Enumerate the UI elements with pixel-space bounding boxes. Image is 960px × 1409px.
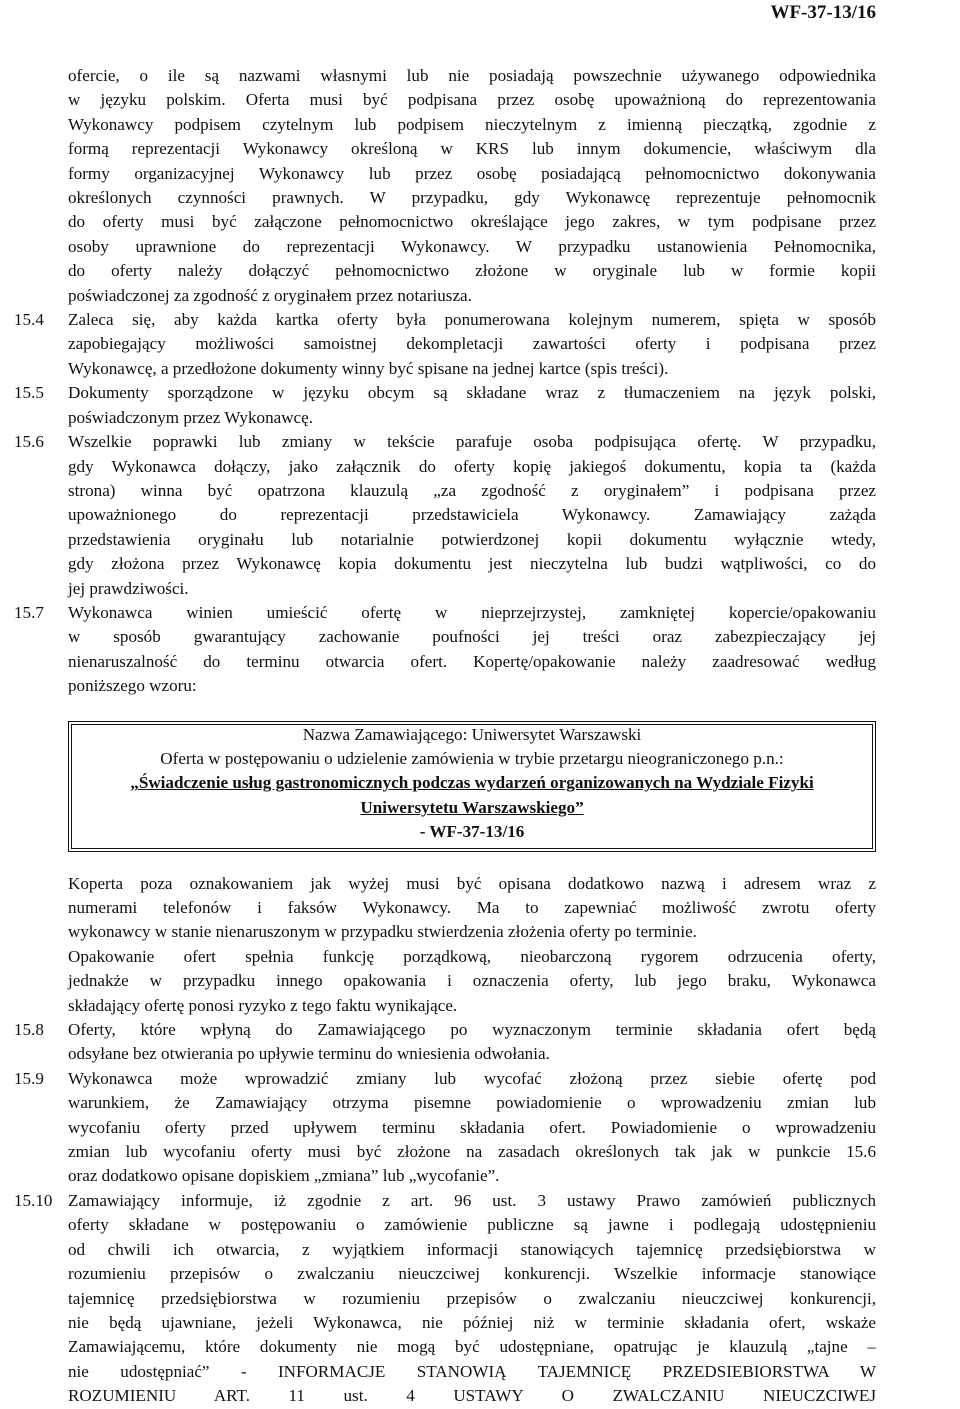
text-line: Zamawiający informuje, iż zgodnie z art. 96 ust. 3 ustawy Prawo zamówień publicznych xyxy=(68,1190,876,1210)
text-line: gdy Wykonawca dołączy, jako załącznik do oferty kopię jakiegoś dokumentu, kopia ta (każda xyxy=(68,456,876,476)
text-line: Wykonawcę, a przedłożone dokumenty winny być spisane na jednej kartce (spis treści). xyxy=(68,358,669,378)
envelope-label-box xyxy=(68,721,876,852)
section-15-5 xyxy=(14,381,876,430)
text-line: Oferty, które wpłyną do Zamawiającego po wyznaczonym terminie składania ofert będą xyxy=(68,1020,876,1040)
text-line: ofercie, o ile są nazwami własnymi lub nie posiadają powszechnie używanego odpowiednika xyxy=(68,66,876,85)
section-number: 15.7 xyxy=(14,602,44,622)
document-code-header: WF-37-13/16 xyxy=(770,2,876,23)
section-number: 15.9 xyxy=(14,1068,44,1088)
text-line: oraz dodatkowo opisane dopiskiem „zmiana” lub „wycofanie”. xyxy=(68,1166,500,1186)
section-number: 15.6 xyxy=(14,432,44,452)
section-body xyxy=(68,308,876,381)
text-line: Wszelkie poprawki lub zmiany w tekście parafuje osoba podpisująca ofertę. W przypadku, xyxy=(68,432,876,452)
box-title-line-1: „Świadczenie usług gastronomicznych podczas wydarzeń organizowanych na Wydziale Fizyki xyxy=(130,773,814,793)
page-content xyxy=(14,64,876,1409)
text-line: jej prawdziwości. xyxy=(68,578,189,598)
envelope-paragraph-1 xyxy=(68,872,876,945)
text-line: numerami telefonów i faksów Wykonawcy. Ma to zapewniać możliwość zwrotu oferty xyxy=(68,898,876,917)
text-line: wycofaniu oferty przed upływem terminu składania ofert. Powiadomienie o wprowadzeniu xyxy=(68,1117,876,1137)
text-line: do oferty musi być załączone pełnomocnictwo określające jego zakres, w tym podpisane przez xyxy=(68,212,876,232)
section-body xyxy=(68,1067,876,1189)
text-line: tajemnicę przedsiębiorstwa w rozumieniu przepisów o zwalczaniu nieuczciwej konkurencji, xyxy=(68,1288,876,1308)
text-line: ROZUMIENIU ART. 11 ust. 4 USTAWY O ZWALCZANIU NIEUCZCIWEJ xyxy=(68,1386,876,1406)
box-procedure: Oferta w postępowaniu o udzielenie zamówienia w trybie przetargu nieograniczonego p.n.: xyxy=(160,748,784,768)
section-body xyxy=(68,601,876,699)
text-line: formy organizacyjnej Wykonawcy lub przez osobę posiadającą pełnomocnictwo dokonywania xyxy=(68,163,876,183)
section-15-9 xyxy=(14,1067,876,1189)
text-line: od chwili ich otwarcia, z wyjątkiem informacji stanowiących tajemnicę przedsiębiorstwa w xyxy=(68,1239,876,1259)
section-number: 15.5 xyxy=(14,383,44,403)
text-line: warunkiem, że Zamawiający otrzyma pisemne powiadomienie o wprowadzeniu zmian lub xyxy=(68,1093,876,1113)
text-line: rozumieniu przepisów o zwalczaniu nieuczciwej konkurencji. Wszelkie informacje stanowiące xyxy=(68,1264,876,1284)
text-line: Zaleca się, aby każda kartka oferty była ponumerowana kolejnym numerem, spięta w sposób xyxy=(68,310,876,330)
text-line: Wykonawca winien umieścić ofertę w nieprzejrzystej, zamkniętej kopercie/opakowaniu xyxy=(68,602,876,622)
section-number: 15.4 xyxy=(14,310,44,330)
text-line: Dokumenty sporządzone w języku obcym są składane wraz z tłumaczeniem na język polski, xyxy=(68,383,876,403)
text-line: przedstawienia oryginału lub notarialnie potwierdzonej kopii dokumentu wyłącznie wtedy, xyxy=(68,529,876,549)
sections-b xyxy=(14,1018,876,1409)
box-recipient: Nazwa Zamawiającego: Uniwersytet Warszawski xyxy=(302,724,642,744)
section-number: 15.8 xyxy=(14,1020,44,1040)
text-line: określonych czynności prawnych. W przypadku, gdy Wykonawcę reprezentuje pełnomocnik xyxy=(68,188,876,208)
text-line: oferty składane w postępowaniu o zamówienie publiczne są jawne i podlegają udostępnieniu xyxy=(68,1215,876,1235)
section-15-7 xyxy=(14,601,876,699)
text-line: Opakowanie ofert spełnia funkcję porządkową, nieobarczoną rygorem odrzucenia oferty, xyxy=(68,946,876,966)
text-line: nienaruszalność do terminu otwarcia ofert. Kopertę/opakowanie należy zaadresować według xyxy=(68,651,876,671)
section-15-6 xyxy=(14,430,876,601)
text-line: gdy złożona przez Wykonawcę kopia dokumentu jest nieczytelna lub budzi wątpliwości, co do xyxy=(68,554,876,574)
text-line: nie będą ujawniane, jeżeli Wykonawca, nie później niż w terminie składania ofert, wskaże xyxy=(68,1312,876,1332)
section-body xyxy=(68,430,876,601)
envelope-paragraph-2 xyxy=(68,945,876,1018)
text-line: składający ofertę ponosi ryzyko z tego faktu wynikające. xyxy=(68,995,458,1015)
section-15-10 xyxy=(14,1189,876,1409)
box-title-line-2: Uniwersytetu Warszawskiego” xyxy=(360,797,584,817)
text-line: Wykonawcy podpisem czytelnym lub podpisem nieczytelnym z imienną pieczątką, zgodnie z xyxy=(68,114,876,134)
text-line: zapobiegający możliwości samoistnej dekompletacji zawartości oferty i podpisana przez xyxy=(68,334,876,354)
sections-a xyxy=(14,308,876,699)
text-line: poniższego wzoru: xyxy=(68,676,197,696)
text-line: poświadczonym przez Wykonawcę. xyxy=(68,407,313,427)
text-line: poświadczonej za zgodność z oryginałem przez notariusza. xyxy=(68,285,472,305)
text-line: Zamawiającemu, które dokumenty nie mogą być udostępniane, opatrując je klauzulą „tajne – xyxy=(68,1337,876,1357)
text-line: nie udostępniać” - INFORMACJE STANOWIĄ TAJEMNICĘ PRZEDSIEBIORSTWA W xyxy=(68,1361,876,1381)
section-number: 15.10 xyxy=(14,1190,53,1210)
text-line: strona) winna być opatrzona klauzulą „za zgodność z oryginałem” i podpisana przez xyxy=(68,480,876,500)
text-line: zmian lub wycofaniu oferty musi być złożone na zasadach określonych tak jak w punkcie 15.6 xyxy=(68,1142,876,1162)
section-body xyxy=(68,1018,876,1067)
text-line: Koperta poza oznakowaniem jak wyżej musi być opisana dodatkowo nazwą i adresem wraz z xyxy=(68,873,876,893)
text-line: wykonawcy w stanie nienaruszonym w przypadku stwierdzenia złożenia oferty po terminie. xyxy=(68,922,697,942)
section-15-4 xyxy=(14,308,876,381)
text-line: upoważnionego do reprezentacji przedstawiciela Wykonawcy. Zamawiający zażąda xyxy=(68,505,876,525)
text-line: Wykonawca może wprowadzić zmiany lub wycofać złożoną przez siebie ofertę pod xyxy=(68,1068,876,1088)
section-body xyxy=(68,1189,876,1409)
text-line: w sposób gwarantujący zachowanie poufności jej treści oraz zabezpieczający jej xyxy=(68,627,876,647)
text-line: do oferty należy dołączyć pełnomocnictwo złożone w oryginale lub w formie kopii xyxy=(68,261,876,281)
section-body xyxy=(68,381,876,430)
text-line: odsyłane bez otwierania po upływie terminu do wniesienia odwołania. xyxy=(68,1044,550,1064)
text-line: jednakże w przypadku innego opakowania i oznaczenia oferty, lub jego braku, Wykonawca xyxy=(68,971,876,991)
intro-paragraph xyxy=(68,64,876,308)
text-line: formą reprezentacji Wykonawcy określoną w KRS lub innym dokumencie, właściwym dla xyxy=(68,139,876,159)
text-line: osoby uprawnione do reprezentacji Wykonawcy. W przypadku ustanowienia Pełnomocnika, xyxy=(68,236,876,256)
text-line: w języku polskim. Oferta musi być podpisana przez osobę upoważnioną do reprezentowania xyxy=(68,90,876,110)
section-15-8 xyxy=(14,1018,876,1067)
box-code: - WF-37-13/16 xyxy=(419,822,525,842)
